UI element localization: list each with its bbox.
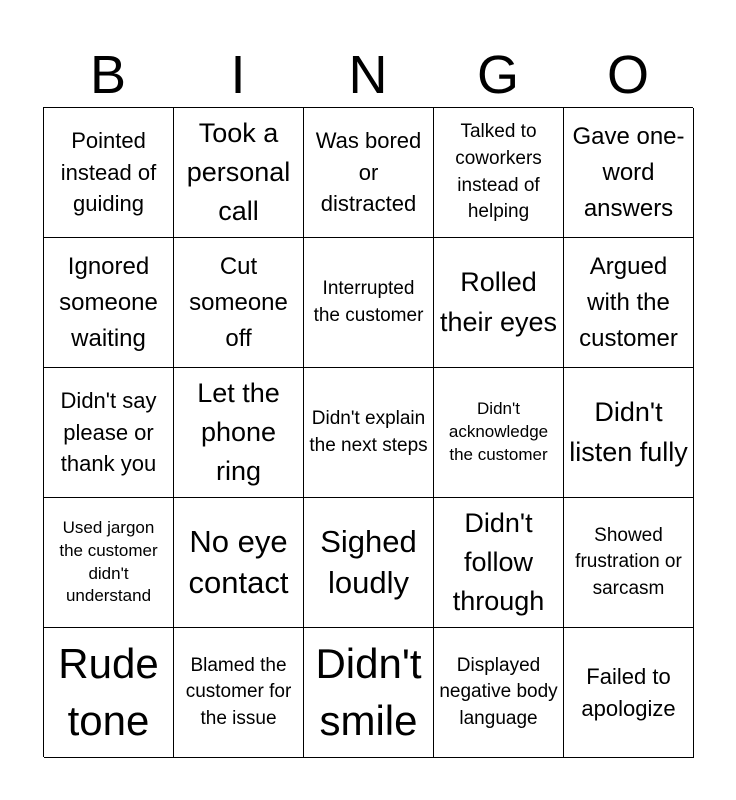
bingo-cell-r3c4[interactable] — [434, 368, 564, 498]
bingo-cell-text: Gave one-word answers — [572, 122, 685, 222]
bingo-cell-text: Didn't smile — [315, 639, 422, 744]
bingo-cell-text: Used jargon the customer didn't understand — [59, 517, 158, 606]
bingo-cell-text: Didn't follow through — [452, 507, 545, 617]
bingo-cell-text: Displayed negative body language — [439, 654, 558, 729]
bingo-cell-r1c5[interactable] — [564, 108, 694, 238]
bingo-cell-r3c1[interactable] — [44, 368, 174, 498]
bingo-cell-r4c3[interactable] — [304, 498, 434, 628]
header-letter-o: O — [606, 45, 649, 105]
bingo-cell-text: Blamed the customer for the issue — [185, 654, 292, 729]
bingo-cell-r5c3[interactable] — [304, 628, 434, 758]
bingo-cell-text: Didn't explain the next steps — [309, 407, 428, 456]
bingo-cell-r1c3[interactable] — [304, 108, 434, 238]
bingo-cell-r3c5[interactable] — [564, 368, 694, 498]
bingo-cell-r3c3[interactable] — [304, 368, 434, 498]
bingo-cell-r5c5[interactable] — [564, 628, 694, 758]
header-letter-n: N — [348, 45, 388, 105]
bingo-cell-text: Argued with the customer — [579, 252, 678, 352]
bingo-cell-text: Was bored or distracted — [315, 127, 422, 217]
header-letter-b: B — [89, 45, 127, 105]
bingo-cell-r4c2[interactable] — [174, 498, 304, 628]
bingo-cell-text: Rude tone — [58, 639, 159, 744]
bingo-cell-text: Sighed loudly — [320, 524, 417, 600]
bingo-cell-r1c1[interactable] — [44, 108, 174, 238]
bingo-cell-r4c4[interactable] — [434, 498, 564, 628]
bingo-cell-text: Talked to coworkers instead of helping — [455, 121, 542, 223]
bingo-cell-text: Rolled their eyes — [439, 267, 558, 337]
bingo-cell-text: Took a personal call — [186, 117, 291, 227]
bingo-cell-text: Pointed instead of guiding — [60, 127, 157, 217]
bingo-cell-r1c4[interactable] — [434, 108, 564, 238]
bingo-cell-r3c2[interactable] — [174, 368, 304, 498]
bingo-cell-text: Failed to apologize — [581, 663, 676, 721]
bingo-cell-r2c2[interactable] — [174, 238, 304, 368]
bingo-cell-text: Let the phone ring — [197, 377, 280, 487]
bingo-cell-text: Ignored someone waiting — [59, 252, 158, 352]
bingo-header — [43, 44, 693, 106]
bingo-cell-r4c5[interactable] — [564, 498, 694, 628]
header-letter-g: G — [476, 45, 519, 105]
bingo-cell-text: Didn't say please or thank you — [60, 387, 157, 477]
bingo-cell-r4c1[interactable] — [44, 498, 174, 628]
bingo-cell-r5c4[interactable] — [434, 628, 564, 758]
bingo-cell-text: Showed frustration or sarcasm — [575, 524, 682, 599]
bingo-board — [43, 107, 693, 757]
bingo-cell-text: Interrupted the customer — [313, 277, 424, 326]
bingo-cell-r2c4[interactable] — [434, 238, 564, 368]
bingo-cell-r2c5[interactable] — [564, 238, 694, 368]
bingo-cell-text: Didn't acknowledge the customer — [448, 399, 549, 464]
bingo-cell-r1c2[interactable] — [174, 108, 304, 238]
bingo-cell-r5c2[interactable] — [174, 628, 304, 758]
bingo-cell-r2c3[interactable] — [304, 238, 434, 368]
bingo-cell-r2c1[interactable] — [44, 238, 174, 368]
bingo-cell-text: Cut someone off — [189, 252, 288, 352]
header-letter-i: I — [230, 45, 246, 105]
bingo-cell-text: No eye contact — [188, 524, 289, 600]
bingo-cell-text: Didn't listen fully — [569, 397, 688, 467]
bingo-cell-r5c1[interactable] — [44, 628, 174, 758]
